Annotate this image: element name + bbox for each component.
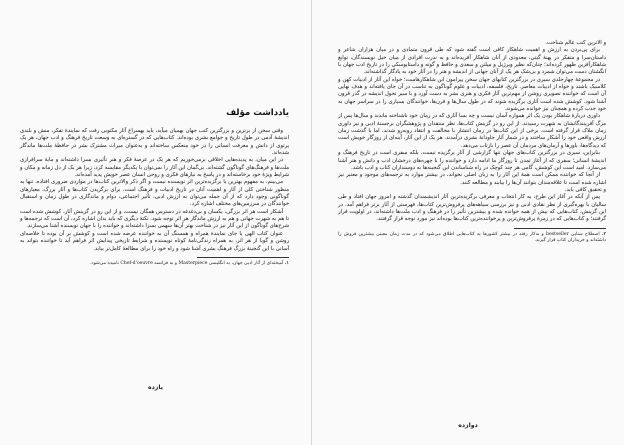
paragraph: وقتی سخن از برترین و بزرگترین کتب جهان بهمیان میآید، باید بهسراغ آثار مکتوبی رفت که نمایندهٔ تفکر، منش و بلندی اندیشهٔ آدمی در طول تاریخ و جوامع بشری بوده‌اند. کتاب‌هایی که در گستره‌ای به وسعت تاریخ فرهنگ و ادب جهان، هر یک پرتوی از دانش و معرفت انسانی را در خود منعکس ساخته‌اند و به‌عنوان میراث مشترک بشر در حافظهٔ ملت‌ها ماندگار شده‌اند. (20, 128, 289, 157)
footnote-divider (514, 228, 606, 229)
paragraph: داوری دربارهٔ شاهکار بودن یک اثر همواره آسان نیست و چه بسا آثاری که در زمان خود ناشناخته ماندند و سال‌ها پس از مرگ آفرینندگانشان به شهرت رسیدند. از این رو در گزینش کتاب‌ها، نظر منتقدان و پژوهشگران برجستهٔ ادبی و نیز داوری زمان ملاک قرار گرفته است. برخی از این کتاب‌ها در زمان انتشار با مخالفت و انتقاد روبه‌رو شدند، اما با گذشت زمان ارزش واقعی خود را آشکار ساختند و در شمار آثار جاودانهٔ بشری درآمدند. هر یک از این آثار، آینه‌ای از روزگار خویش است که دیدگاه‌ها، باورها و آرمان‌های مردمان آن عصر را بازتاب می‌دهد. (338, 113, 606, 149)
right-page (312, 0, 624, 445)
paragraph: در مجموعهٔ چهارجلدی سیری در بزرگترین کتابهای جهان سخن پیرامون این شاهکارهاست؛ خواه این آثار از ادبیات کهن و کلاسیک باشند و خواه از ادبیات معاصر. تاریخ، فلسفه، ادبیات و علوم گوناگون به تناسب در آن جای یافته‌اند و هدف نهایی آن است که خواننده تصویری روشن از مهم‌ترین آثار فکری و هنری بشر به دست آورد و با سیر تحول اندیشه در گذر قرون آشنا شود. کوشش شده است آثاری برگزیده شوند که در طول سال‌ها و قرن‌ها، خوانندگان بسیاری را در سراسر جهان به خود جذب کرده و همچنان نیز خوانده می‌شوند. (338, 76, 606, 113)
left-body-text (20, 128, 289, 253)
page-number: دوازده (458, 422, 478, 429)
paragraph: از آنجا که خواننده ممکن است همهٔ این آثار را به زبان اصلی نخواند، در بیشتر موارد به ترجمه‌های موجود و معتبر نیز اشاره شده است تا علاقه‌مندان بتوانند آن‌ها را بیابند و مطالعه کنند. (338, 172, 606, 186)
paragraph: بنابراین، سیری در بزرگترین کتاب‌های جهان تنها گزارشی از آثار برگزیده نیست، بلکه سفری است در تاریخ فرهنگ و اندیشهٔ انسانی؛ سفری که از آغاز تمدن تا روزگار ما ادامه دارد و خواننده را با چهره‌های درخشان ادب و دانش و هنر آشنا می‌سازد. امید است این کوشش، گامی هر چند کوچک در راه شناساندن این گنجینه‌ها به دوستداران کتاب و ادب باشد. (338, 150, 606, 171)
top-margin (338, 0, 606, 40)
footnote-text: آمیخته‌ای از آثار ادبی جهان، به انگلیسی Masterpiece و به فرانسه Chef-d'oeuvre نامیده می‌شود. (90, 260, 284, 266)
paragraph: عنوان کتاب الهی با جای نمایندهٔ همراه و همسنگ آن به خواننده عرضه شده است و کوشش بر آن بوده تا خلاصه‌ای روشن و گویا از هر اثر، به همراه زندگی‌نامهٔ کوتاه نویسنده و شرایط تاریخی پیدایش اثر فراهم آید تا خواننده بتواند به آسانی با این گنجینهٔ بزرگ فرهنگ بشری آشنا شود و راه خود را برای مطالعهٔ کامل‌تر بیابد. (20, 230, 289, 252)
footnote (20, 261, 289, 267)
paragraph: آشکار است هر اثر بزرگی، یکسان و بی‌دغدغه در دسترس همگان نیست، و از این رو در گزینش آثار، کوشش شده است تا هم به شهرت جهانی و هم به ارزش ماندگار هر اثر توجه شود. نکتهٔ دیگری که باید بدان اشاره کرد، آن است که ترجمه‌ها و شرح‌های گوناگون از این آثار نیز در شناخت بهتر آن‌ها سهمی بسزا داشته‌اند و خواننده را با جهان نویسنده آشنا می‌سازند. (20, 208, 289, 230)
top-blank-area (20, 0, 289, 108)
paragraph: در این میان، به پدیده‌هایی اخلاقی برمی‌خوریم که هر یک در عرصهٔ فکر و هنر تأثیری بسزا داشته‌اند و مایهٔ سرافرازی ملت‌ها و فرهنگ‌های گوناگون گشته‌اند. بی‌گمان این آثار را نمی‌توان با یکدیگر مقایسه کرد، زیرا هر یک از دل زمانه و مکان و شرایط ویژهٔ خود برخاسته‌اند و در پاسخ به نیازهای فکری و روحی انسان عصر خویش پدید آمده‌اند. (20, 157, 289, 179)
footnote-number: ۲. (601, 231, 606, 237)
paragraph: می‌بینم، به مفهوم بهترین یا برگزیده‌ترین اثر نویسنده نیست و اگر ذکر والاترین کتاب‌ها در مواردی ضروری افتاده، تنها به منظور شناختی کلی از آثار و اهمیت آنان در تاریخ ادبیات و فرهنگ است. برای برگزیدن کتاب‌ها و آثار بزرگ، معیارهای گوناگونی وجود دارد که از آن جمله می‌توان به ارزش ادبی، تأثیر اجتماعی، دوام و ماندگاری در طول زمان و استقبال خوانندگان در سرزمین‌های مختلف اشاره کرد. (20, 179, 289, 208)
paragraph: برای پی‌بردن به ارزش و اهمیت شاهکار کافی است گفته شود که طی قرون متمادی و در میان هزاران شاعر و داستان‌سرا و متفکر در پهنهٔ گیتی، معدودی از آنان شاهکار آفریده‌اند و به ندرت افرادی از میان خیل نویسندگان، نوابغ شاهکارآفرین ظهور کرده‌اند؛ چنان‌که نظیر ویرژیل و میلتن و سعدی و حافظ و گوته و داستایوسکی را در تاریخ ادب جهان با انگشتان دست می‌توان شمرد و بی‌شک هر یک از آنان جهانی از اندیشه و هنر را در آثار خود به یادگار گذاشته‌اند. (338, 47, 606, 76)
footnote (338, 232, 606, 245)
page-number: یازده (147, 384, 164, 391)
right-body-text (338, 40, 606, 224)
footnote-text: اصطلاح سنایی bestseller و به‌کار رفته در بیشتر کشورها به کتاب‌هایی اطلاق می‌شود که در مدت زمان معینی بیشترین فروش را داشته‌اند و خریداران کتاب قرار گیرند. (338, 231, 606, 243)
section-heading: یادداشت مؤلف (226, 108, 289, 118)
paragraph: و تحقیق کافی باید. (564, 186, 606, 193)
footnote-divider (197, 257, 289, 258)
paragraph: و الاترین کتب عالم شناخت. (545, 40, 606, 46)
footnote-number: ۱. (284, 260, 289, 266)
paragraph: پس از آنکه در آغاز این طرح، به کار انتخاب و معرفی برگزیده‌ترین آثار اندیشمندان گذشته و امروز جهان افتاد و طی سالیان با بهره‌گیری از نظر نقادی ادبی و نیز بررسی سیاهه‌های پرفروش‌ترین کتاب‌ها، فهرستی از آثار برتر فراهم آمد. در این گزینش، کتاب‌هایی که بیش از همه خوانده شده و بیشترین تأثیر را در فرهنگ و ادب ملت‌ها داشته‌اند، در اولویت قرار گرفتند؛ و کتاب‌هایی که در زمرهٔ پرفروش‌ترین و پرخواننده‌ترین کتاب‌ها بوده‌اند نیز مورد توجه قرار گرفتند. (338, 194, 606, 223)
